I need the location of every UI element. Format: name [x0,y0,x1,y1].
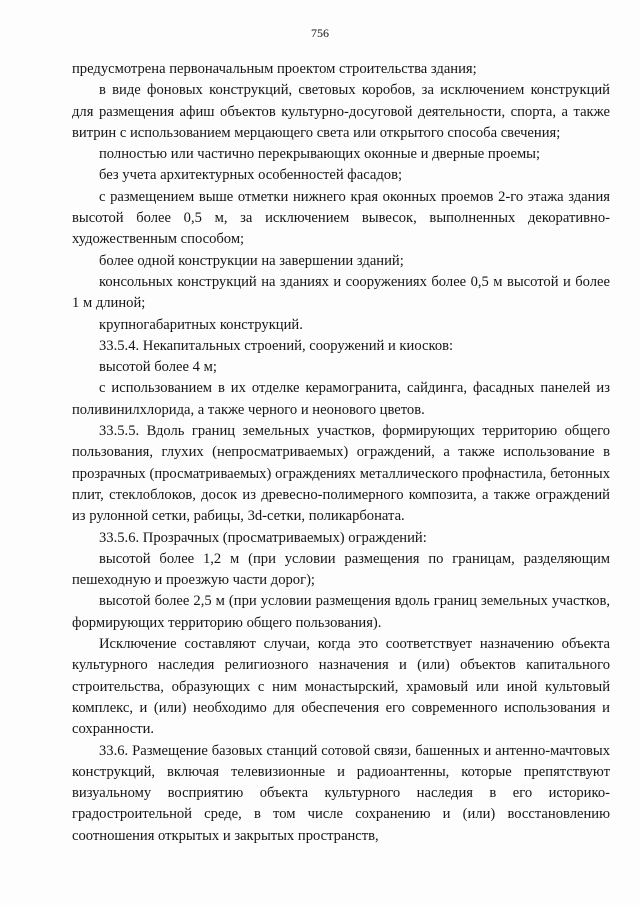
section-33-6: 33.6. Размещение базовых станций сотовой связи, башенных и антенно-мачтовых конструкций, включая телевизионные и радиоантенны, которые препятствуют визуальному восприятию объекта культурного наследия в его историко-градостроительной среде, в том числе сохранению и (или) восстановлению соотношения открытых и закрытых пространств, [72,742,610,844]
paragraph: высотой более 4 м; [99,359,217,376]
paragraph: предусмотрена первоначальным проектом строительства здания; [72,61,477,77]
paragraph: более одной конструкции на завершении зданий; [99,252,404,269]
paragraph: с размещением выше отметки нижнего края оконных проемов 2-го этажа здания высотой более 0,5 м, за исключением вывесок, выполненных декоративно-художественным способом; [72,188,610,248]
paragraph: без учета архитектурных особенностей фасадов; [99,167,403,184]
paragraph: Исключение составляют случаи, когда это соответствует назначению объекта культурного наследия религиозного назначения и (или) объектов капитального строительства, образующих с ним монастырский, храмовый или иной культовый комплекс, и (или) необходимо для обеспечения его современного использования и сохранности. [72,636,610,738]
paragraph: с использованием в их отделке керамогранита, сайдинга, фасадных панелей из поливинилхлорида, а также черного и неонового цветов. [72,380,610,418]
paragraph: консольных конструкций на зданиях и сооружениях более 0,5 м высотой и более 1 м длиной; [72,273,610,312]
paragraph: высотой более 2,5 м (при условии размещения вдоль границ земельных участков, формирующих территорию общего пользования). [72,593,610,631]
section-heading-33-5-6: 33.5.6. Прозрачных (просматриваемых) ограждений: [99,529,427,546]
paragraph: в виде фоновых конструкций, световых коробов, за исключением конструкций для размещения афиш объектов культурно-досуговой деятельности, спорта, а также витрин с использованием мерцающего света или открытого способа свечения; [72,82,610,141]
document-body [72,59,610,847]
page-number: 756 [311,26,329,40]
paragraph: крупногабаритных конструкций. [99,316,303,333]
section-heading-33-5-4: 33.5.4. Некапитальных строений, сооружений и киосков: [99,337,454,354]
paragraph: полностью или частично перекрывающих оконные и дверные проемы; [99,146,541,163]
section-33-5-5: 33.5.5. Вдоль границ земельных участков, формирующих территорию общего пользования, глухих (непросматриваемых) ограждений, а также использование в прозрачных (просматриваемых) ограждениях металлического профнастила, бетонных плит, стеклоблоков, досок из древесно-полимерного композита, а также ограждений из рулонной сетки, рабицы, 3d-сетки, поликарбоната. [72,423,610,525]
paragraph: высотой более 1,2 м (при условии размещения по границам, разделяющим пешеходную и проезжую части дорог); [72,550,610,589]
